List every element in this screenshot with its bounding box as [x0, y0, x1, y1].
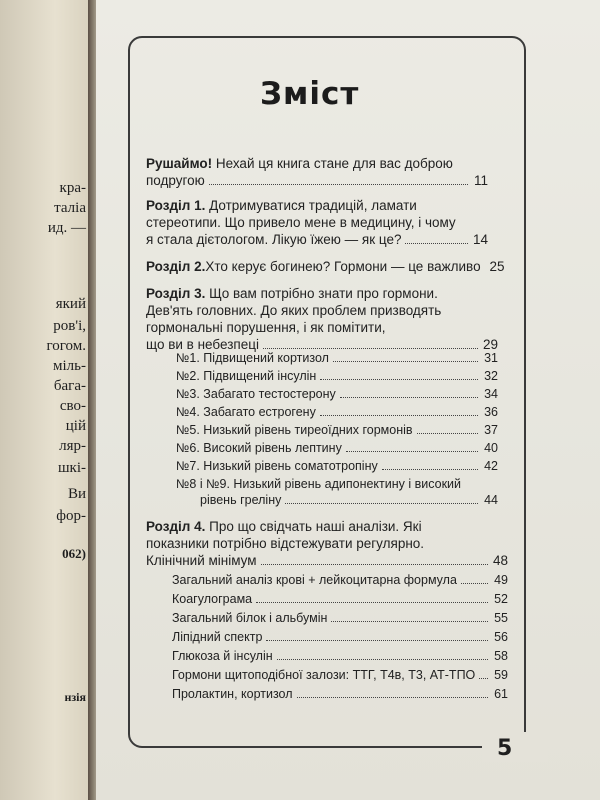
toc-entry-text: Глюкоза й інсулін [172, 649, 273, 663]
toc-entry-chapter-4 [146, 519, 422, 535]
toc-entry-bold: Розділ 2. [146, 259, 206, 274]
toc-page-number: 49 [494, 573, 508, 587]
leader-dots [320, 369, 478, 380]
toc-entry-text: показники потрібно відстежувати регулярно. [146, 536, 425, 551]
toc-entry-text: гормональні порушення, і як помітити, [146, 320, 386, 335]
toc-entry-bold: Рушаймо! [146, 156, 213, 171]
toc-entry-text: Що вам потрібно знати про гормони. [205, 286, 438, 301]
toc-entry-text: №3. Забагато тестостерону [176, 387, 336, 401]
toc-subentry [172, 629, 508, 645]
toc-entry-text: Клінічний мінімум [146, 553, 257, 568]
toc-entry-bold: Розділ 1. [146, 198, 206, 213]
leader-dots [320, 405, 478, 416]
toc-subentry [200, 492, 498, 508]
left-text-line: ляр- [59, 438, 86, 454]
toc-subentry [176, 458, 498, 474]
leader-dots [340, 387, 478, 398]
toc-entry-text: подругою [146, 173, 205, 188]
leader-dots [479, 668, 488, 679]
page-title: Зміст [260, 76, 360, 112]
toc-subentry [176, 404, 498, 420]
left-text-line: ров'і, [53, 318, 86, 334]
toc-page-number: 29 [482, 337, 498, 352]
toc-page-number: 32 [484, 369, 498, 383]
toc-entry-text: №6. Високий рівень лептину [176, 441, 342, 455]
page-number: 5 [497, 736, 513, 761]
leader-dots [382, 459, 478, 470]
left-text-line: міль- [53, 358, 86, 374]
left-text-line: сво- [59, 398, 86, 414]
left-text-line: гогом. [46, 338, 86, 354]
toc-subentry-text: №8 і №9. Низький рівень адипонектину і високий [176, 477, 462, 491]
leader-dots [331, 611, 488, 622]
toc-subentry [172, 667, 508, 683]
toc-entry-text: Про що свідчать наші аналізи. Які [205, 519, 422, 534]
toc-subentry [176, 350, 498, 366]
toc-page-number: 59 [494, 668, 508, 682]
left-text-line: ид. — [47, 220, 86, 236]
toc-entry-text: Ліпідний спектр [172, 630, 263, 644]
toc-entry-text: Загальний аналіз крові + лейкоцитарна формула [172, 573, 457, 587]
toc-page-number: 44 [484, 493, 498, 507]
toc-page-number: 48 [492, 553, 508, 568]
toc-page-number: 11 [473, 173, 488, 188]
toc-subentry [172, 572, 508, 588]
leader-dots [405, 233, 468, 244]
left-text-line: Ви [67, 486, 86, 502]
toc-entry-text: Дотримуватися традицій, ламати [205, 198, 417, 213]
toc-entry-text: №7. Низький рівень соматотропіну [176, 459, 378, 473]
toc-subentry [172, 648, 508, 664]
toc-subentry [176, 386, 498, 402]
toc-entry-text: Гормони щитоподібної залози: ТТГ, Т4в, Т3, АТ-ТПО [172, 668, 476, 682]
toc-subentry [176, 422, 498, 438]
toc-entry-text: №5. Низький рівень тиреоїдних гормонів [176, 423, 413, 437]
toc-entry-intro [146, 156, 453, 172]
toc-page-number: 14 [472, 232, 488, 247]
toc-entry-chapter-1 [146, 198, 417, 214]
toc-page-number: 25 [489, 259, 505, 274]
leader-dots [266, 630, 488, 641]
toc-entry-row [146, 232, 488, 248]
toc-entry-chapter-3 [146, 286, 438, 302]
leader-dots [333, 351, 478, 362]
left-text-line: який [55, 296, 86, 312]
left-text-line: 062) [62, 546, 86, 561]
toc-page-number: 55 [494, 611, 508, 625]
toc-entry-text: рівень греліну [200, 493, 282, 507]
leader-dots [346, 441, 478, 452]
toc-page-number: 40 [484, 441, 498, 455]
leader-dots [263, 338, 478, 349]
leader-dots [209, 174, 468, 185]
left-text-line: фор- [56, 508, 86, 524]
leader-dots [417, 423, 478, 434]
left-text-line: шкі- [57, 460, 86, 476]
toc-entry-bold: Розділ 4. [146, 519, 206, 534]
toc-entry-text: стереотипи. Що привело мене в медицину, і чому [146, 215, 456, 230]
toc-subentry [172, 686, 508, 702]
toc-entry-text: №1. Підвищений кортизол [176, 351, 329, 365]
toc-entry-row [146, 173, 488, 189]
toc-page-number: 31 [484, 351, 498, 365]
toc-page-number: 58 [494, 649, 508, 663]
toc-subentry [172, 591, 508, 607]
toc-entry-text: №2. Підвищений інсулін [176, 369, 317, 383]
toc-entry-text: Загальний білок і альбумін [172, 611, 328, 625]
toc-entry-text: я стала дієтологом. Лікую їжею — як це? [146, 232, 402, 247]
toc-entry-text: №4. Забагато естрогену [176, 405, 316, 419]
toc-page-number: 37 [484, 423, 498, 437]
toc-entry-text: Пролактин, кортизол [172, 687, 293, 701]
left-text-line: таліа [54, 200, 86, 216]
toc-subheading [146, 553, 508, 569]
left-page [0, 0, 92, 800]
leader-dots [461, 573, 488, 584]
leader-dots [285, 493, 478, 504]
toc-entry-text: Хто керує богинею? Гормони — це важливо [205, 259, 481, 274]
toc-subentry [176, 440, 498, 456]
toc-entry-text: Коагулограма [172, 592, 253, 606]
left-text-line: нзія [64, 690, 86, 704]
toc-page-number: 52 [494, 592, 508, 606]
toc-page-number: 56 [494, 630, 508, 644]
toc-page-number: 42 [484, 459, 498, 473]
toc-page-number: 34 [484, 387, 498, 401]
toc-entry-text: Дев'ять головних. До яких проблем призводять [146, 303, 442, 318]
toc-entry-bold: Розділ 3. [146, 286, 206, 301]
left-text-line: кра- [59, 180, 86, 196]
left-text-line: цій [65, 418, 86, 434]
toc-subentry [172, 610, 508, 626]
toc-entry-text: що ви в небезпеці [146, 337, 259, 352]
leader-dots [277, 649, 488, 660]
left-text-line: бага- [53, 378, 86, 394]
leader-dots [256, 592, 488, 603]
toc-entry-text: Нехай ця книга стане для вас доброю [212, 156, 453, 171]
toc-entry-chapter-2 [146, 259, 505, 275]
leader-dots [297, 687, 488, 698]
toc-subentry [176, 368, 498, 384]
leader-dots [261, 554, 488, 565]
toc-page-number: 61 [494, 687, 508, 701]
toc-page-number: 36 [484, 405, 498, 419]
folio-gap [482, 732, 548, 762]
